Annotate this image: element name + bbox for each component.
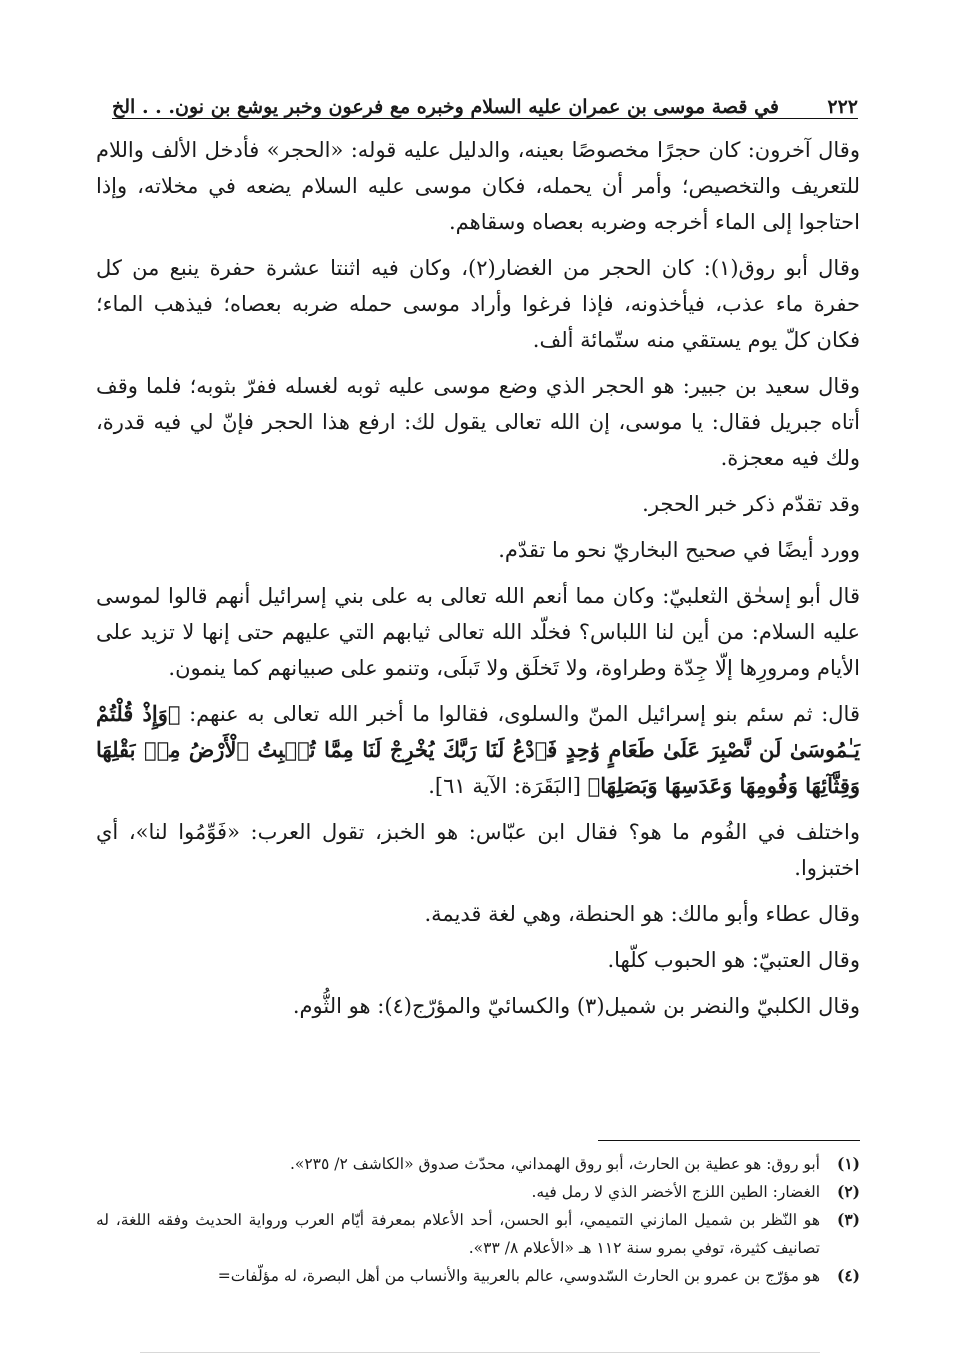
running-title: في قصة موسى بن عمران عليه السلام وخبره مع فرعون وخبر يوشع بن نون. . . الخ [112,96,780,118]
footnote-item [96,1206,860,1262]
footnote-text: هو النّظر بن شميل المازني التميمي، أبو الحسن، أحد الأعلام بمعرفة أيّام العرب ورواية الحديث وفقه اللغة، له تصانيف كثيرة، توفي بمرو سنة ١١٢ هـ «الأعلام ٨/ ٣٣». [96,1211,820,1257]
quran-paragraph [96,696,860,804]
scan-edge-line [140,1352,820,1353]
footnote-number: (٣) [836,1210,860,1229]
page-number: ٢٢٢ [827,96,858,118]
footnote-item [96,1262,860,1290]
paragraph: وقال العتبيّ: هو الحبوب كلّها. [607,948,860,972]
page-header [112,78,858,118]
quran-intro: قال: ثم سئم بنو إسرائيل المنّ والسلوى، فقالوا ما أخبر الله تعالى به عنهم: [189,702,860,726]
footnote-text: أبو روق: هو عطية بن الحارث، أبو روق الهمداني، محدّث صدوق «الكاشف ٢/ ٢٣٥». [289,1155,820,1173]
paragraph: وقال عطاء وأبو مالك: هو الحنطة، وهي لغة قديمة. [424,902,860,926]
quran-reference: [البَقَرَة: الآية ٦١]. [428,774,581,798]
footnote-text: الغضار: الطين اللزج الأخضر الذي لا رمل فيه. [531,1183,820,1201]
footnote-item [96,1150,860,1178]
paragraph: قال أبو إسحٰق الثعلبيّ: وكان مما أنعم الله تعالى به على بني إسرائيل أنهم قالوا لموسى عليه السلام: من أين لنا اللباس؟ فخلّد الله تعالى ثيابهم التي عليهم حتى إنها لا تزيد على الأيام ومرورِها إلّا جِدّة وطراوة، ولا تَخلَق ولا تَبلَى، وتنمو على صبيانهم كما ينمون. [96,584,860,680]
footnotes [96,1150,860,1290]
main-text [96,132,860,1024]
footnote-number: (٢) [836,1182,860,1201]
paragraph: وقال آخرون: كان حجرًا مخصوصًا بعينه، والدليل عليه قوله: «الحجر» فأدخل الألف واللام للتعريف والتخصيص؛ وأمر أن يحمله، فكان موسى عليه السلام يضعه في مخلاته، وإذا احتاجوا إلى الماء أخرجه وضربه بعصاه وسقاهم. [96,138,860,234]
paragraph: وقال أبو روق(١): كان الحجر من الغضار(٢)، وكان فيه اثنتا عشرة حفرة ينبع من كل حفرة ماء عذب، فيأخذونه، فإذا فرغوا وأراد موسى حمله ضربه بعصاه؛ فيذهب الماء؛ فكان كلّ يوم يستقي منه ستّمائة ألف. [96,256,860,352]
footnote-rule [598,1140,860,1141]
paragraph: واختلف في الفُوم ما هو؟ فقال ابن عبّاس: هو الخبز، تقول العرب: «فَوِّمُوا لنا»، أي اختبزوا. [96,820,860,880]
footnote-number: (٤) [836,1266,860,1285]
paragraph: وقال سعيد بن جبير: هو الحجر الذي وضع موسى عليه ثوبه لغسله ففرّ بثوبه؛ فلما وقف أتاه جبريل فقال: يا موسى، إن الله تعالى يقول لك: ارفع هذا الحجر فإنّ لي فيه قدرة، ولك فيه معجزة. [96,374,860,470]
paragraph: وقال الكلبيّ والنضر بن شميل(٣) والكسائيّ والمؤرّج(٤): هو الثُّوم. [292,994,860,1018]
footnote-text: هو مؤرّج بن عمرو بن الحارث السّدوسي، عالم بالعربية والأنساب من أهل البصرة، له مؤلّفات= [217,1267,820,1285]
quran-verse: ﴿وَإِذْ قُلْتُمْ يَـٰمُوسَىٰ لَن نَّصْبِرَ عَلَىٰ طَعَامٍ وَٰحِدٍ فَٱدْعُ لَنَا رَبَّكَ يُخْرِجْ لَنَا مِمَّا تُنۢبِتُ ٱلْأَرْضُ مِنۢ بَقْلِهَا وَقِثَّآئِهَا وَفُومِهَا وَعَدَسِهَا وَبَصَلِهَا﴾ [96,701,860,798]
footnote-item [96,1178,860,1206]
footnote-number: (١) [836,1154,860,1173]
paragraph: وقد تقدّم ذكر خبر الحجر. [642,492,860,516]
header-rule [112,118,858,119]
paragraph: وورد أيضًا في صحيح البخاريّ نحو ما تقدّم. [498,538,860,562]
